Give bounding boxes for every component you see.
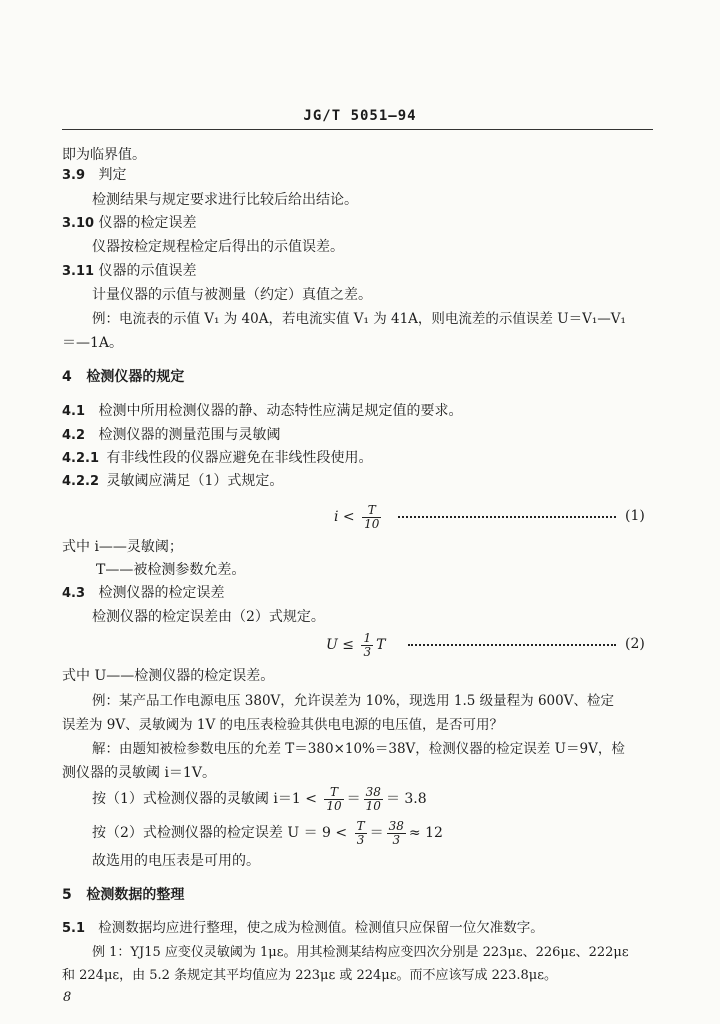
leader-dots xyxy=(408,644,616,646)
section-5-heading xyxy=(62,886,184,904)
fraction-numerator: T xyxy=(324,786,343,800)
fraction-denominator: 3 xyxy=(363,644,372,659)
section-number: 4 xyxy=(62,369,72,385)
page-header: JG/T 5051—94 xyxy=(303,108,417,124)
text-line: 计量仪器的示值与被测量（约定）真值之差。 xyxy=(92,287,372,303)
section-number: 3.10 xyxy=(62,216,95,231)
section-4-heading xyxy=(62,368,184,386)
text-line: 检测结果与规定要求进行比较后给出结论。 xyxy=(92,192,358,208)
fraction-numerator: T xyxy=(356,818,365,833)
section-3-10 xyxy=(62,214,196,233)
section-4-2-1 xyxy=(62,449,372,468)
section-title: 仪器的示值误差 xyxy=(98,263,197,279)
section-title: 判定 xyxy=(98,167,127,183)
example-line: 例 1：YJ15 应变仪灵敏阈为 1με。用其检测某结构应变四次分别是 223με、226με、222με xyxy=(92,945,629,960)
section-4-3 xyxy=(62,584,224,603)
solution-line: 测仪器的灵敏阈 i＝1V。 xyxy=(62,765,216,781)
section-number: 4.2 xyxy=(62,428,86,443)
formula-number: (2) xyxy=(625,636,645,652)
equals-sign: ＝ xyxy=(369,825,384,841)
fraction xyxy=(364,786,383,813)
fraction-denominator: 3 xyxy=(356,832,365,847)
text-line: 故选用的电压表是可用的。 xyxy=(92,853,260,869)
section-4-2 xyxy=(62,426,280,445)
formula-lhs: i < xyxy=(334,509,355,525)
fraction-denominator: 3 xyxy=(392,832,401,847)
page-number: 8 xyxy=(63,990,72,1005)
leader-dots xyxy=(398,516,616,518)
section-number: 5.1 xyxy=(62,921,86,936)
definition-line: T——被检测参数允差。 xyxy=(96,562,246,578)
section-title: 检测仪器的规定 xyxy=(86,369,185,385)
example-line: 误差为 9V、灵敏阈为 1V 的电压表检验其供电电源的电压值，是否可用？ xyxy=(62,717,504,733)
calc-result: ≈ 12 xyxy=(408,825,443,841)
section-number: 5 xyxy=(62,887,72,903)
calculation-2 xyxy=(92,816,443,850)
section-number: 3.11 xyxy=(62,264,95,279)
fraction xyxy=(387,820,406,847)
section-text: 灵敏阈应满足（1）式规定。 xyxy=(106,473,284,489)
section-number: 4.3 xyxy=(62,586,86,601)
section-number: 4.2.2 xyxy=(62,474,100,489)
section-text: 有非线性段的仪器应避免在非线性段使用。 xyxy=(106,450,373,466)
header-rule xyxy=(62,129,653,130)
example-line: 例：某产品工作电源电压 380V，允许误差为 10%，现选用 1.5 级量程为 600V、检定 xyxy=(92,693,614,709)
formula-1 xyxy=(334,500,384,534)
calculation-1 xyxy=(92,782,427,816)
section-text: 检测仪器的检定误差 xyxy=(98,585,225,601)
section-number: 4.2.1 xyxy=(62,451,100,466)
fraction xyxy=(324,786,343,813)
fraction-denominator: 10 xyxy=(364,516,380,531)
text-line: 检测仪器的检定误差由（2）式规定。 xyxy=(92,609,325,625)
section-3-9 xyxy=(62,166,126,185)
text-line: 即为临界值。 xyxy=(62,147,146,163)
fraction xyxy=(361,632,373,659)
fraction-numerator: 38 xyxy=(388,818,404,833)
section-text: 检测数据均应进行整理，使之成为检测值。检测值只应保留一位欠准数字。 xyxy=(98,920,544,936)
section-number: 3.9 xyxy=(62,168,86,183)
formula-2 xyxy=(326,628,385,662)
fraction-numerator: 1 xyxy=(363,630,372,645)
section-4-1 xyxy=(62,402,462,421)
definition-line: 式中 i——灵敏阈； xyxy=(62,539,183,555)
calc-text: 按（2）式检测仪器的检定误差 U ＝ 9 < xyxy=(92,825,348,841)
fraction xyxy=(362,504,381,531)
fraction-denominator: 10 xyxy=(326,798,342,813)
solution-line: 解：由题知被检参数电压的允差 T＝380×10%＝38V，检测仪器的检定误差 U＝9V，检 xyxy=(92,741,625,757)
section-title: 仪器的检定误差 xyxy=(98,215,197,231)
example-line: ＝—1A。 xyxy=(62,335,124,351)
section-number: 4.1 xyxy=(62,404,86,419)
calc-text: 按（1）式检测仪器的灵敏阈 i＝1 < xyxy=(92,791,317,807)
section-text: 检测仪器的测量范围与灵敏阈 xyxy=(98,427,281,443)
definition-line: 式中 U——检测仪器的检定误差。 xyxy=(62,668,275,684)
text-line: 仪器按检定规程检定后得出的示值误差。 xyxy=(92,239,344,255)
formula-lhs: U ≤ xyxy=(326,637,354,653)
formula-rhs: T xyxy=(376,637,386,653)
fraction-denominator: 10 xyxy=(365,798,381,813)
formula-number: (1) xyxy=(625,508,645,524)
section-text: 检测中所用检测仪器的静、动态特性应满足规定值的要求。 xyxy=(98,403,463,419)
fraction-numerator: 38 xyxy=(365,784,381,799)
section-4-2-2 xyxy=(62,472,283,491)
section-title: 检测数据的整理 xyxy=(86,887,185,903)
section-5-1 xyxy=(62,919,544,938)
example-line: 例：电流表的示值 V₁ 为 40A，若电流实值 V₁ 为 41A，则电流差的示值误差 U＝V₁—V₁ xyxy=(92,311,626,327)
section-3-11 xyxy=(62,262,196,281)
equals-sign: ＝ xyxy=(346,791,361,807)
calc-result: ＝ 3.8 xyxy=(385,791,427,807)
fraction-numerator: T xyxy=(362,504,381,518)
example-line: 和 224με，由 5.2 条规定其平均值应为 223με 或 224με。而不应该写成 223.8με。 xyxy=(62,968,557,983)
fraction xyxy=(355,820,367,847)
